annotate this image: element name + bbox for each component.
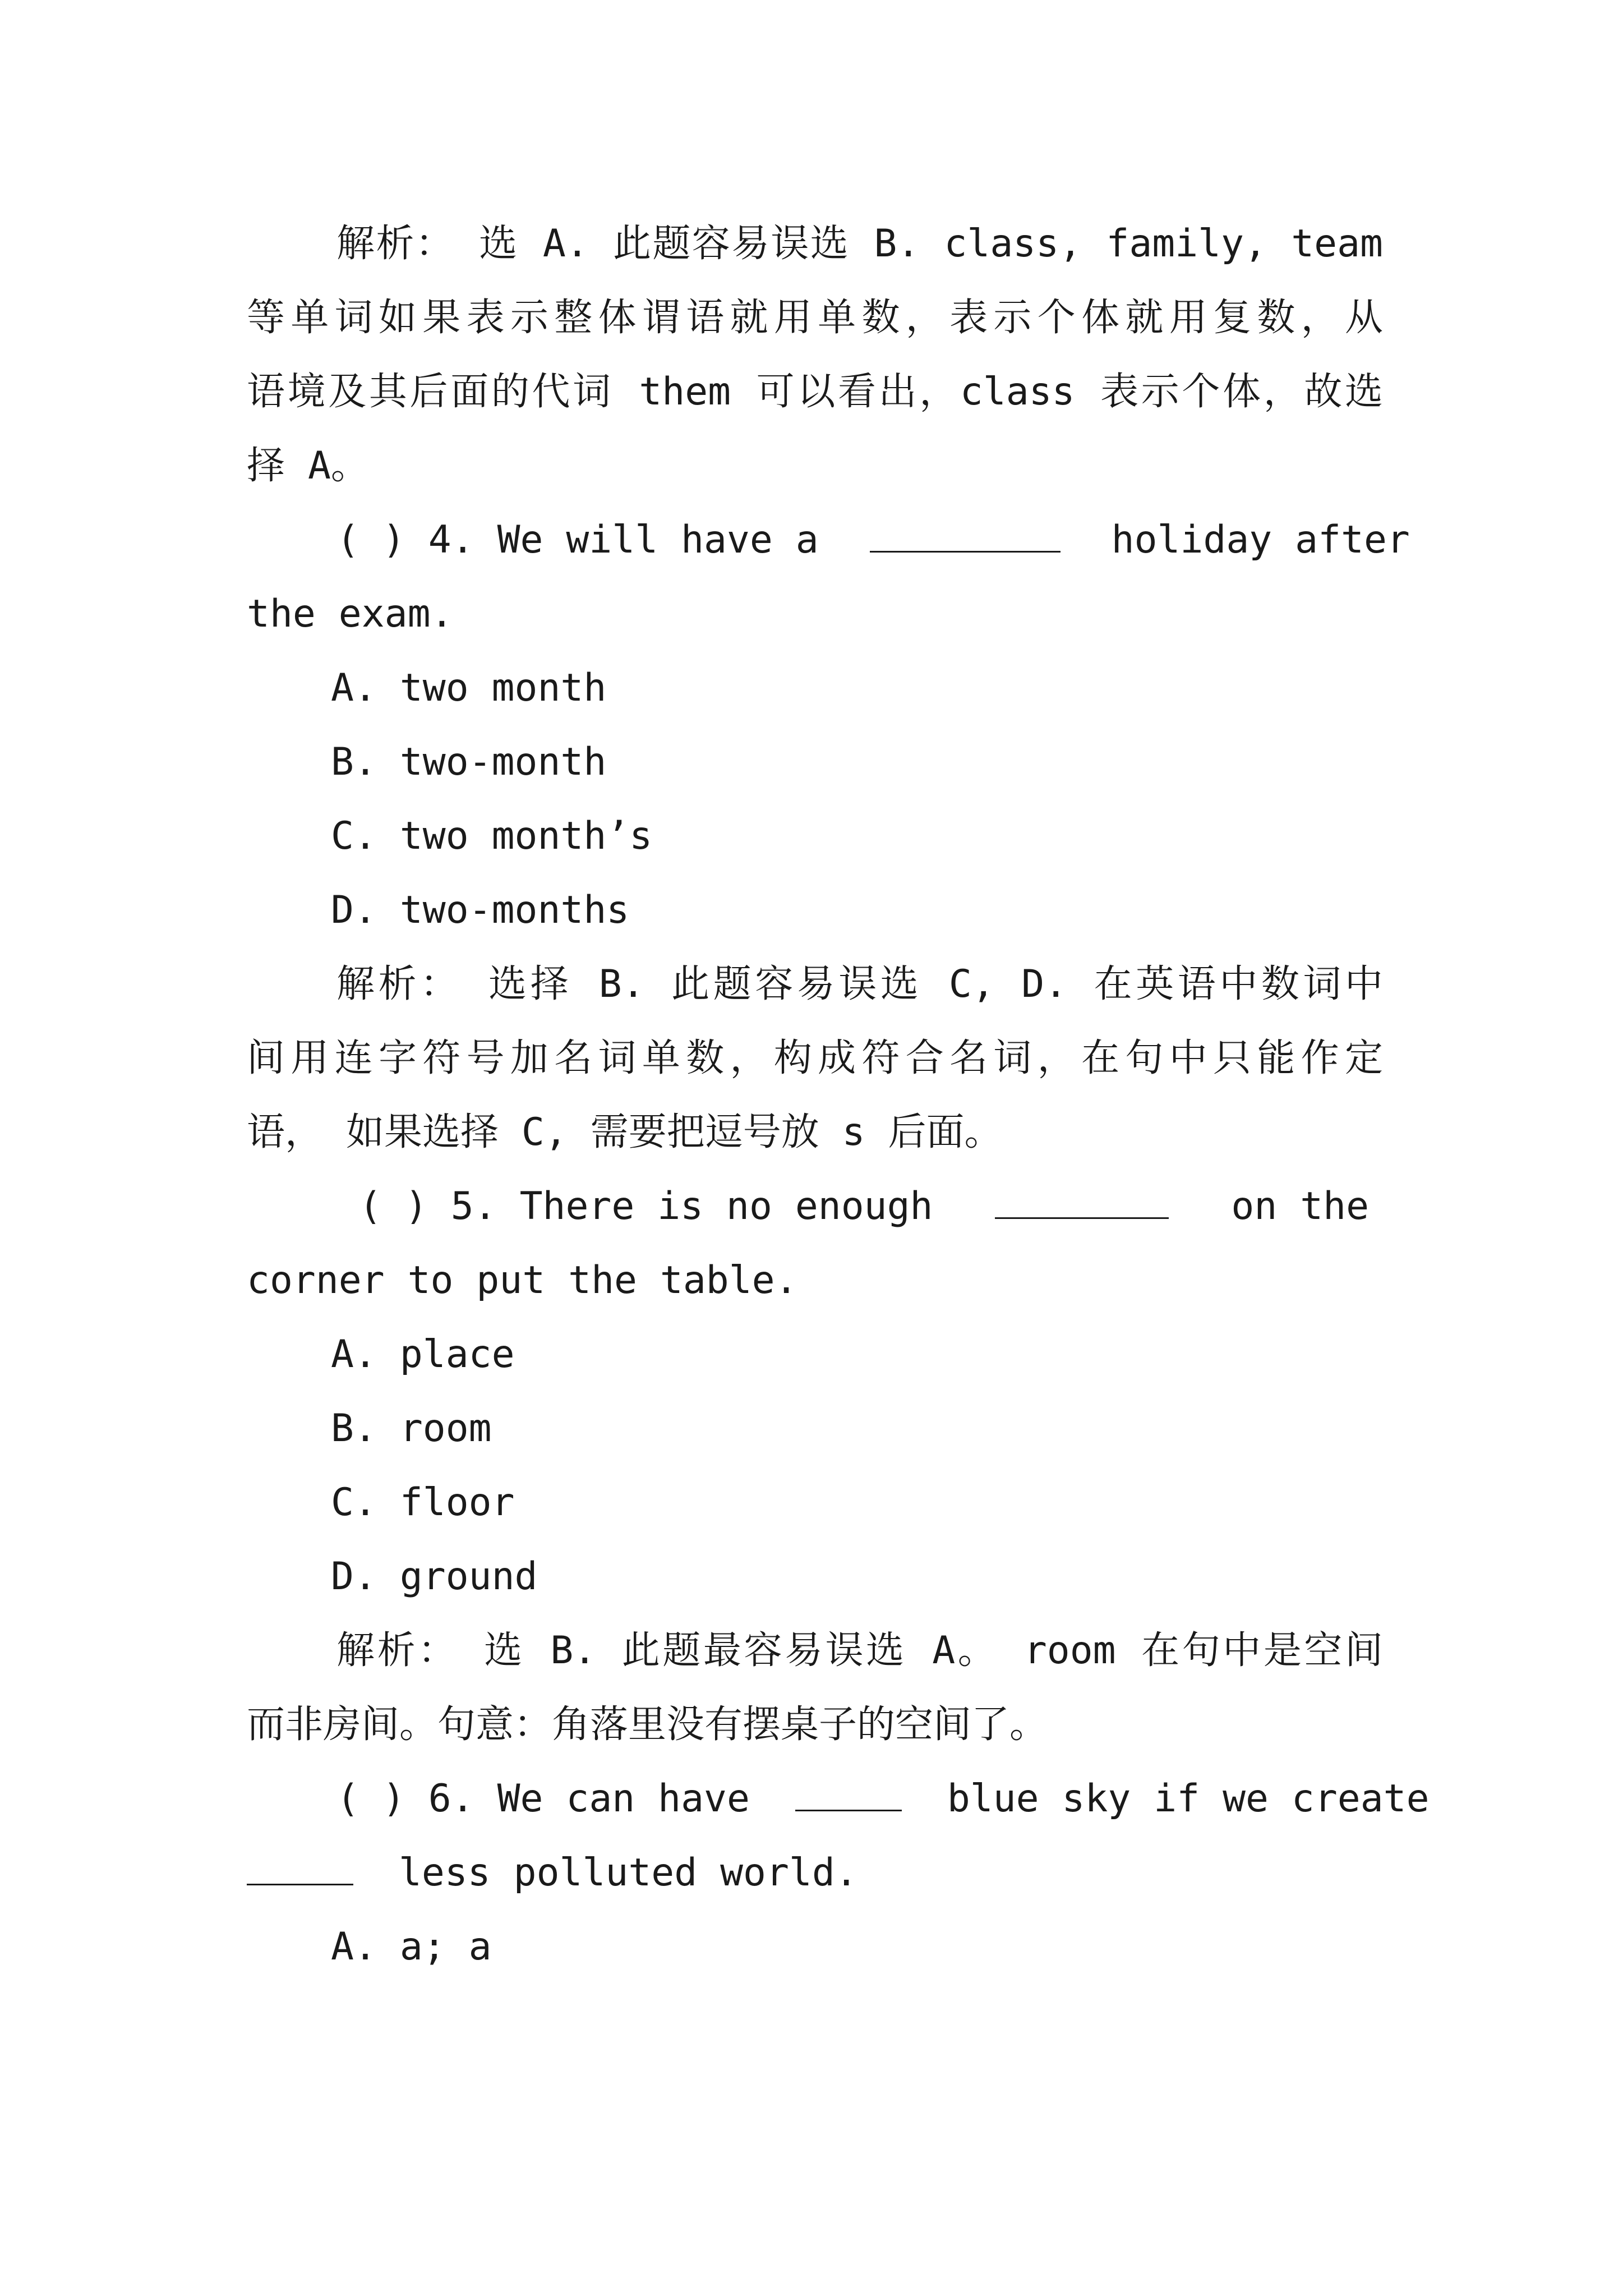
q6-stem-middle: blue sky if we create	[947, 1777, 1430, 1821]
q3-analysis-line-1: 解析： 选 A. 此题容易误选 B. class, family, team	[336, 222, 1383, 266]
q4-analysis-line-2: 间用连字符号加名词单数，构成符合名词，在句中只能作定	[247, 1036, 1383, 1080]
q5-stem-start: ( ) 5. There is no enough	[359, 1184, 933, 1228]
q5-stem-line-1	[359, 1176, 1383, 1237]
q3-analysis-line-3: 语境及其后面的代词 them 可以看出，class 表示个体，故选	[247, 370, 1383, 414]
q6-stem-line-2	[247, 1842, 1383, 1904]
q5-answer-blank	[995, 1189, 1169, 1219]
q4-option-c: C. two month’s	[331, 814, 653, 858]
q4-option-b: B. two-month	[331, 740, 607, 784]
q4-stem-line-2: the exam.	[247, 592, 454, 636]
q5-analysis-line-1: 解析： 选 B. 此题最容易误选 A。 room 在句中是空间	[336, 1628, 1383, 1673]
q5-option-b: B. room	[331, 1406, 492, 1451]
q6-stem-line-1	[336, 1768, 1430, 1830]
q4-analysis-line-1: 解析： 选择 B. 此题容易误选 C, D. 在英语中数词中	[336, 962, 1383, 1006]
q3-analysis-line-2: 等单词如果表示整体谓语就用单数，表示个体就用复数，从	[247, 296, 1383, 340]
q3-analysis-line-4: 择 A。	[247, 444, 369, 488]
q6-stem-end: less polluted world.	[398, 1851, 858, 1895]
q4-analysis-line-3: 语， 如果选择 C, 需要把逗号放 s 后面。	[247, 1110, 1003, 1154]
q6-option-a: A. a; a	[331, 1925, 492, 1969]
q5-analysis-line-2: 而非房间。句意：角落里没有摆桌子的空间了。	[247, 1703, 1048, 1747]
q6-answer-blank-2	[247, 1856, 353, 1885]
q5-option-c: C. floor	[331, 1480, 515, 1525]
q4-option-a: A. two month	[331, 666, 607, 710]
q5-option-d: D. ground	[331, 1554, 538, 1599]
q4-stem-start: ( ) 4. We will have a	[336, 518, 819, 562]
q6-answer-blank-1	[795, 1782, 902, 1811]
q5-stem-line-2: corner to put the table.	[247, 1258, 798, 1303]
q4-option-d: D. two-months	[331, 888, 630, 932]
q4-answer-blank	[870, 523, 1061, 553]
q4-stem-end: holiday after	[1111, 518, 1410, 562]
q5-option-a: A. place	[331, 1332, 515, 1377]
q4-stem-line-1	[336, 509, 1410, 571]
q6-stem-start: ( ) 6. We can have	[336, 1777, 750, 1821]
q5-stem-end: on the	[1231, 1184, 1370, 1228]
